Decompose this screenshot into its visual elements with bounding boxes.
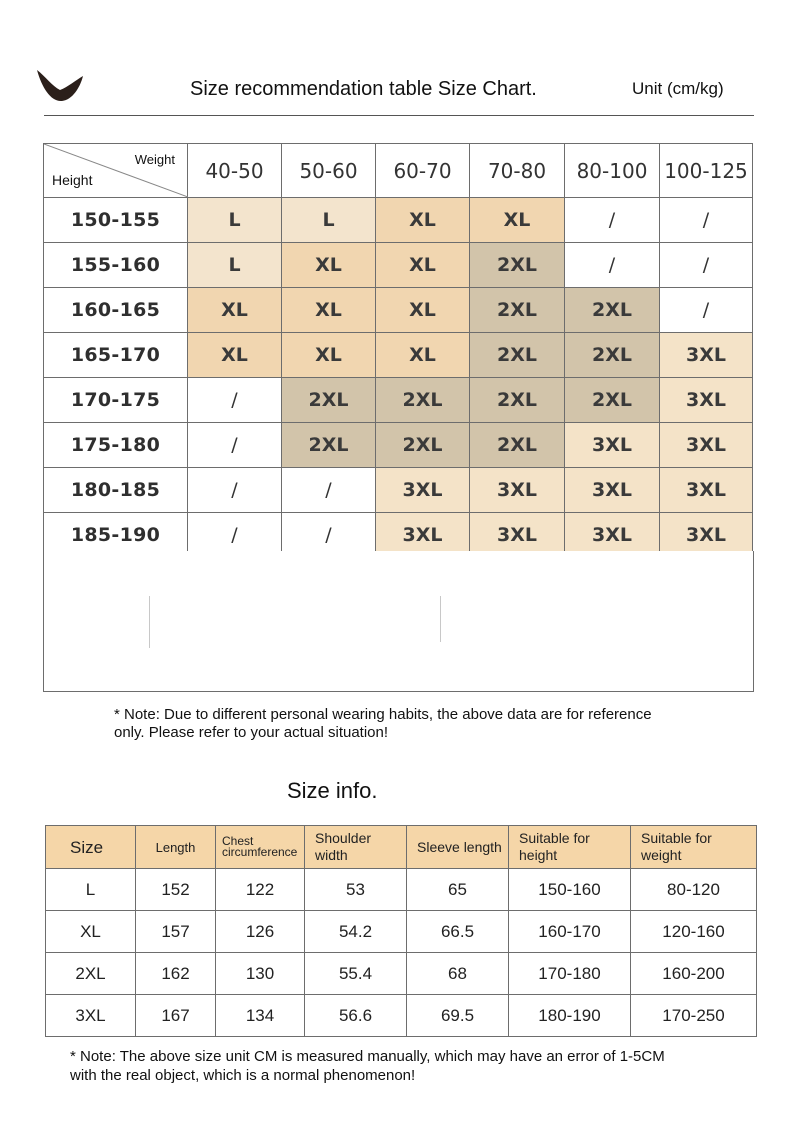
table-cell: 126 — [216, 911, 305, 953]
column-header-height: Suitable for height — [509, 826, 631, 869]
height-axis-label: Height — [52, 172, 93, 188]
size-cell: L — [282, 198, 376, 243]
table-cell: 55.4 — [305, 953, 407, 995]
table-cell: 167 — [136, 995, 216, 1037]
height-range-cell: 160-165 — [44, 288, 188, 333]
size-cell: 3XL — [470, 513, 565, 558]
size-cell: 2XL — [470, 333, 565, 378]
faint-divider — [149, 596, 150, 648]
page-title: Size recommendation table Size Chart. — [190, 78, 537, 100]
table-header-row — [46, 826, 757, 869]
table-row — [44, 423, 753, 468]
weight-column-header: 70-80 — [470, 144, 565, 198]
size-cell: XL — [282, 333, 376, 378]
column-header-length: Length — [136, 826, 216, 869]
height-range-cell: 170-175 — [44, 378, 188, 423]
size-cell: / — [660, 198, 753, 243]
size-cell: / — [282, 513, 376, 558]
table-row — [46, 953, 757, 995]
column-header-chest: Chest circumference — [216, 826, 305, 869]
size-cell: / — [660, 288, 753, 333]
size-cell: / — [188, 423, 282, 468]
table-row — [44, 243, 753, 288]
size-cell: 3XL — [660, 468, 753, 513]
table-cell: 130 — [216, 953, 305, 995]
size-cell: 2XL — [470, 378, 565, 423]
table-cell: 66.5 — [407, 911, 509, 953]
unit-label: Unit (cm/kg) — [632, 79, 724, 98]
faint-divider — [440, 596, 441, 642]
table-cell: 120-160 — [631, 911, 757, 953]
table-cell: 56.6 — [305, 995, 407, 1037]
table-cell: 150-160 — [509, 869, 631, 911]
table-cell: 3XL — [46, 995, 136, 1037]
size-cell: 3XL — [376, 468, 470, 513]
size-cell: 2XL — [470, 423, 565, 468]
height-range-cell: 150-155 — [44, 198, 188, 243]
size-info-title: Size info. — [287, 778, 378, 803]
size-info-table — [45, 825, 757, 1037]
table-cell: 180-190 — [509, 995, 631, 1037]
size-cell: 2XL — [565, 288, 660, 333]
header-divider — [44, 115, 754, 116]
size-cell: 3XL — [565, 513, 660, 558]
table-cell: 162 — [136, 953, 216, 995]
height-range-cell: 155-160 — [44, 243, 188, 288]
table-row — [44, 468, 753, 513]
table-cell: 122 — [216, 869, 305, 911]
height-range-cell: 180-185 — [44, 468, 188, 513]
size-cell: 3XL — [660, 513, 753, 558]
size-cell: 3XL — [565, 468, 660, 513]
size-cell: 2XL — [470, 243, 565, 288]
size-recommendation-table — [43, 143, 753, 558]
table-row — [44, 198, 753, 243]
table-cell: 65 — [407, 869, 509, 911]
blank-panel — [43, 551, 754, 692]
table-cell: L — [46, 869, 136, 911]
table-row — [46, 995, 757, 1037]
table-corner-cell — [44, 144, 188, 198]
table-cell: 170-180 — [509, 953, 631, 995]
size-cell: / — [660, 243, 753, 288]
size-cell: 2XL — [282, 378, 376, 423]
weight-column-header: 80-100 — [565, 144, 660, 198]
size-cell: XL — [282, 288, 376, 333]
table-cell: 160-170 — [509, 911, 631, 953]
size-cell: L — [188, 243, 282, 288]
size-cell: 3XL — [660, 423, 753, 468]
size-cell: 3XL — [376, 513, 470, 558]
size-cell: XL — [282, 243, 376, 288]
size-cell: XL — [376, 243, 470, 288]
size-cell: XL — [376, 333, 470, 378]
table-header-row — [44, 144, 753, 198]
height-range-cell: 175-180 — [44, 423, 188, 468]
weight-column-header: 50-60 — [282, 144, 376, 198]
size-cell: 3XL — [660, 378, 753, 423]
table-row — [46, 911, 757, 953]
table-cell: 80-120 — [631, 869, 757, 911]
size-cell: L — [188, 198, 282, 243]
size-cell: / — [565, 243, 660, 288]
column-header-size: Size — [46, 826, 136, 869]
size-cell: 2XL — [376, 423, 470, 468]
table-row — [46, 869, 757, 911]
size-cell: 2XL — [565, 378, 660, 423]
table-cell: 134 — [216, 995, 305, 1037]
table-cell: 160-200 — [631, 953, 757, 995]
table-cell: 2XL — [46, 953, 136, 995]
weight-column-header: 60-70 — [376, 144, 470, 198]
table-cell: 68 — [407, 953, 509, 995]
column-header-shoulder: Shoulder width — [305, 826, 407, 869]
weight-column-header: 40-50 — [188, 144, 282, 198]
table-cell: 152 — [136, 869, 216, 911]
size-cell: XL — [376, 288, 470, 333]
size-cell: / — [282, 468, 376, 513]
table-row — [44, 378, 753, 423]
size-cell: 2XL — [282, 423, 376, 468]
size-cell: 2XL — [376, 378, 470, 423]
height-range-cell: 165-170 — [44, 333, 188, 378]
column-header-weight: Suitable for weight — [631, 826, 757, 869]
table-row — [44, 288, 753, 333]
size-cell: 2XL — [470, 288, 565, 333]
weight-column-header: 100-125 — [660, 144, 753, 198]
size-cell: / — [188, 513, 282, 558]
table-cell: 53 — [305, 869, 407, 911]
size-cell: XL — [376, 198, 470, 243]
size-cell: 2XL — [565, 333, 660, 378]
size-cell: XL — [188, 288, 282, 333]
table-cell: 157 — [136, 911, 216, 953]
size-cell: XL — [470, 198, 565, 243]
table-row — [44, 333, 753, 378]
size-cell: 3XL — [565, 423, 660, 468]
table-cell: XL — [46, 911, 136, 953]
table-cell: 54.2 — [305, 911, 407, 953]
reference-note: * Note: Due to different personal wearing habits, the above data are for reference only. Please refer to your actual situation! — [114, 706, 652, 741]
size-cell: 3XL — [660, 333, 753, 378]
table-cell: 170-250 — [631, 995, 757, 1037]
table-cell: 69.5 — [407, 995, 509, 1037]
weight-axis-label: Weight — [134, 152, 175, 167]
brand-logo-icon — [36, 66, 84, 106]
size-cell: / — [188, 378, 282, 423]
measurement-note: * Note: The above size unit CM is measured manually, which may have an error of 1-5CM with the real object, which is a normal phenomenon! — [70, 1048, 665, 1084]
size-cell: 3XL — [470, 468, 565, 513]
column-header-sleeve: Sleeve length — [407, 826, 509, 869]
size-cell: XL — [188, 333, 282, 378]
height-range-cell: 185-190 — [44, 513, 188, 558]
size-cell: / — [565, 198, 660, 243]
size-cell: / — [188, 468, 282, 513]
